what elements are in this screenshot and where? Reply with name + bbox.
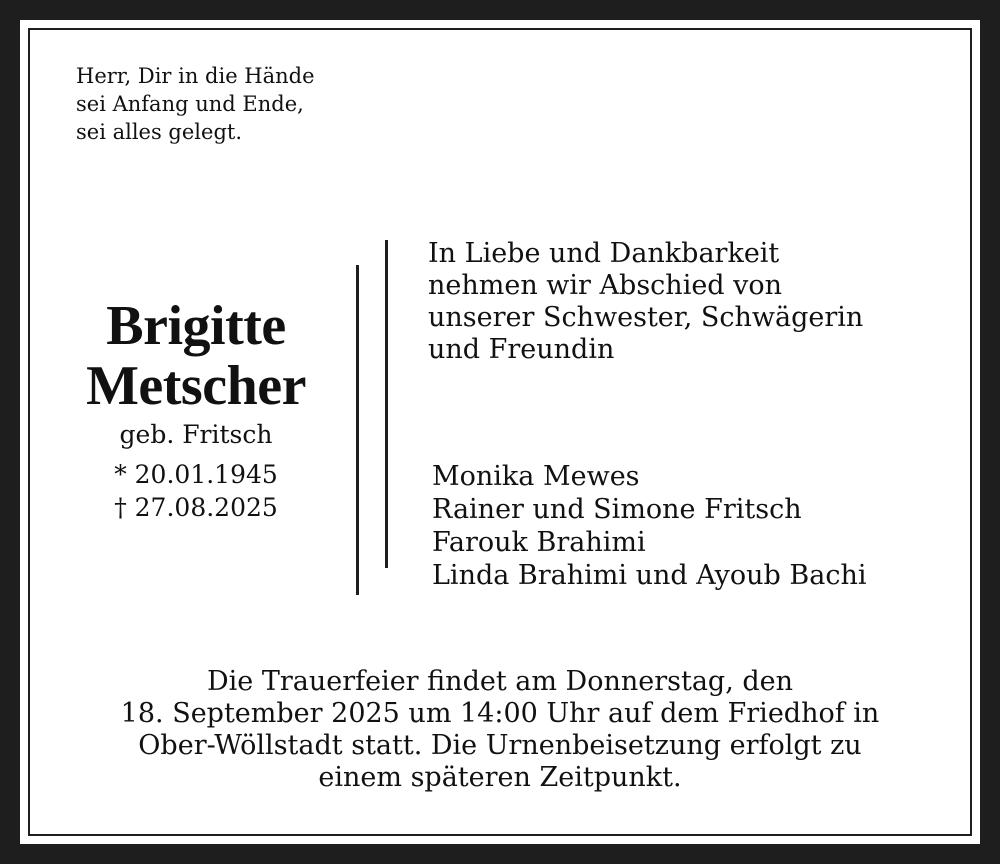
obituary-card bbox=[20, 20, 980, 844]
motto-line: sei alles gelegt. bbox=[76, 120, 243, 144]
funeral-service-notice bbox=[50, 666, 950, 794]
mourner-name: Linda Brahimi und Ayoub Bachi bbox=[432, 560, 867, 591]
farewell-text bbox=[428, 238, 863, 366]
farewell-line: und Freundin bbox=[428, 334, 615, 365]
motto-line: Herr, Dir in die Hände bbox=[76, 64, 315, 88]
service-line: Die Trauerfeier findet am Donnerstag, den bbox=[206, 666, 794, 697]
mourner-name: Monika Mewes bbox=[432, 461, 640, 492]
mourner-name: Farouk Brahimi bbox=[432, 527, 646, 558]
birth-name: geb. Fritsch bbox=[119, 420, 273, 449]
deceased-block bbox=[56, 296, 336, 524]
motto-line: sei Anfang und Ende, bbox=[76, 92, 304, 116]
farewell-line: In Liebe und Dankbarkeit bbox=[428, 238, 780, 269]
divider-line-left bbox=[356, 265, 359, 595]
birth-date: * 20.01.1945 bbox=[114, 460, 278, 489]
divider-line-right bbox=[385, 240, 388, 568]
motto-verse bbox=[76, 62, 315, 146]
service-line: 18. September 2025 um 14:00 Uhr auf dem Friedhof in bbox=[120, 698, 880, 729]
last-name: Metscher bbox=[86, 355, 306, 417]
service-line: einem späteren Zeitpunkt. bbox=[318, 762, 682, 793]
death-date: † 27.08.2025 bbox=[114, 493, 278, 522]
life-dates bbox=[56, 458, 336, 524]
mourner-name: Rainer und Simone Fritsch bbox=[432, 494, 802, 525]
farewell-line: nehmen wir Abschied von bbox=[428, 270, 783, 301]
farewell-line: unserer Schwester, Schwägerin bbox=[428, 302, 864, 333]
service-line: Ober-Wöllstadt statt. Die Urnenbeisetzung erfolgt zu bbox=[138, 730, 862, 761]
first-name: Brigitte bbox=[106, 295, 286, 357]
mourners-list bbox=[432, 460, 867, 592]
